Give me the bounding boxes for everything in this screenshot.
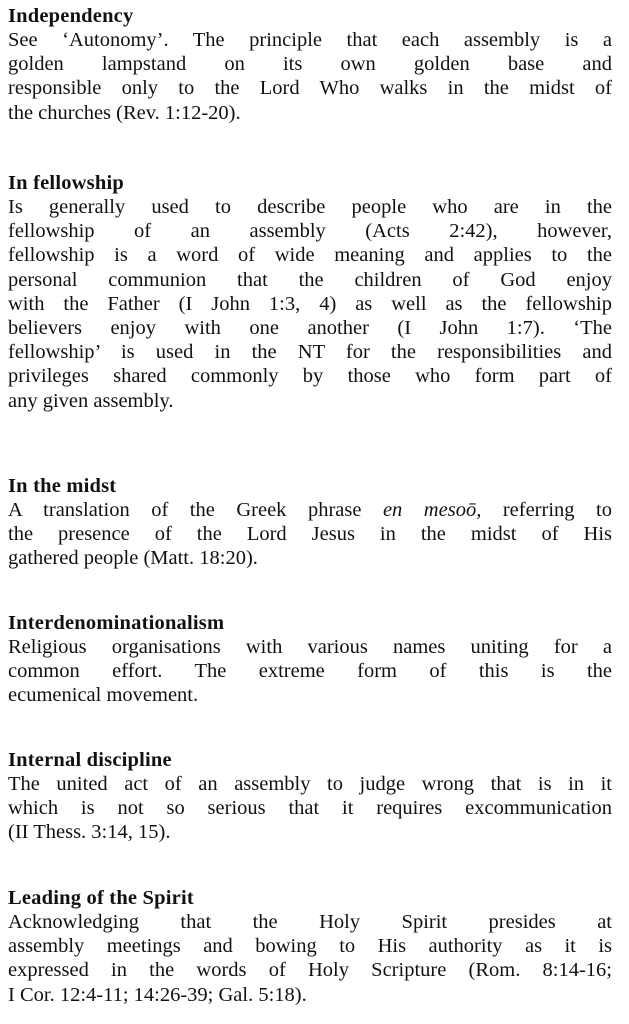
definition-line: assembly meetings and bowing to His authority as it is [8, 935, 612, 958]
entry-term: Internal discipline [8, 749, 172, 771]
definition-line: privileges shared commonly by those who form part of [8, 365, 612, 388]
entry-term: Leading of the Spirit [8, 887, 194, 909]
definition-line: the presence of the Lord Jesus in the midst of His [8, 523, 612, 546]
definition-line: common effort. The extreme form of this is the [8, 660, 612, 683]
definition-line: fellowship of an assembly (Acts 2:42), however, [8, 220, 612, 243]
glossary-entry-leading-of-the-spirit [8, 886, 612, 1007]
entry-term: Interdenominationalism [8, 612, 225, 634]
entry-term: In fellowship [8, 172, 124, 194]
definition-line: with the Father (I John 1:3, 4) as well as the fellowship [8, 292, 612, 315]
definition-line: (II Thess. 3:14, 15). [8, 821, 171, 844]
entry-definition [8, 635, 612, 708]
entry-term: Independency [8, 5, 134, 27]
definition-line: fellowship’ is used in the NT for the responsibilities and [8, 341, 612, 364]
definition-line: expressed in the words of Holy Scripture (Rom. 8:14-16; [8, 959, 612, 982]
definition-line: golden lampstand on its own golden base and [8, 53, 612, 76]
definition-line: Acknowledging that the Holy Spirit presides at [8, 911, 612, 933]
glossary-entry-interdenominationalism [8, 611, 612, 708]
definition-line: The united act of an assembly to judge wrong that is in it [8, 773, 612, 795]
definition-line: gathered people (Matt. 18:20). [8, 547, 258, 570]
definition-line: See ‘Autonomy’. The principle that each assembly is a [8, 29, 612, 51]
definition-line: ecumenical movement. [8, 684, 199, 707]
entry-definition [8, 28, 612, 125]
entry-definition [8, 772, 612, 845]
glossary-entry-in-fellowship [8, 171, 612, 413]
greek-phrase: en mesoō, [382, 499, 482, 521]
definition-line: the churches (Rev. 1:12-20). [8, 101, 241, 124]
definition-line: fellowship is a word of wide meaning and applies to the [8, 244, 612, 267]
entry-definition [8, 498, 612, 571]
definition-line: Religious organisations with various names uniting for a [8, 636, 612, 658]
definition-line: I Cor. 12:4-11; 14:26-39; Gal. 5:18). [8, 983, 307, 1006]
entry-definition [8, 195, 612, 413]
definition-line: personal communion that the children of God enjoy [8, 268, 612, 291]
glossary-entry-in-the-midst [8, 474, 612, 571]
entry-definition [8, 910, 612, 1007]
definition-line: any given assembly. [8, 389, 174, 412]
definition-line: which is not so serious that it requires excommunication [8, 797, 612, 820]
definition-line: responsible only to the Lord Who walks in the midst of [8, 77, 612, 100]
glossary-entry-independency [8, 4, 612, 125]
definition-text: A translation of the Greek phrase [8, 499, 383, 521]
entry-term: In the midst [8, 475, 117, 497]
definition-line: believers enjoy with one another (I John 1:7). ‘The [8, 317, 612, 340]
definition-line: Is generally used to describe people who are in the [8, 196, 612, 218]
glossary-entry-internal-discipline [8, 748, 612, 845]
definition-text: referring to [481, 499, 612, 521]
definition-line [8, 498, 612, 522]
